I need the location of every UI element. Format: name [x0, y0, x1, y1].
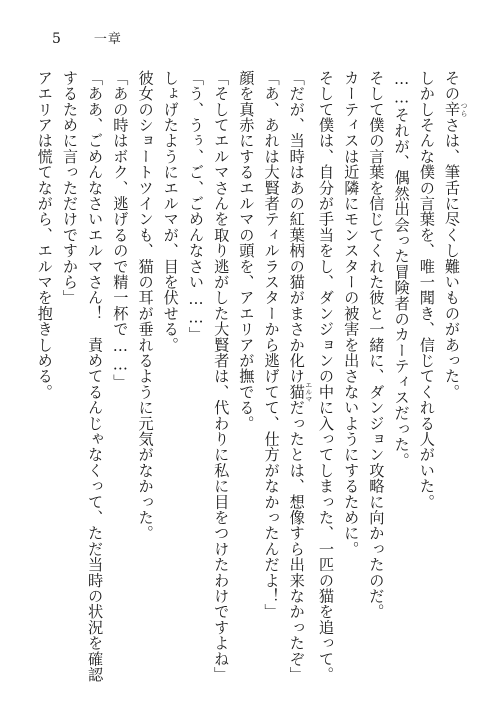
text-line: 「そしてエルマさんを取り逃がした大賢者は、代わりに私に目をつけたわけですよね」	[212, 70, 231, 683]
vertical-body-text	[35, 70, 468, 685]
text-line: 「あ、あれは大賢者ティルラスターから逃げてて、仕方がなかったんだよ！」	[262, 70, 281, 620]
text-line: ……それが、偶然出会った冒険者のカーティスだった。	[392, 70, 411, 469]
text-line: カーティスは近隣にモンスターの被害を出さないようにするために。	[342, 70, 361, 557]
ruby-annotation: 猫 エルマ	[287, 381, 313, 403]
chapter-title: 一章	[93, 32, 122, 47]
text-line: そして僕の言葉を信じてくれた彼と一緒に、ダンジョン攻略に向かったのだ。	[367, 70, 386, 620]
text-line: 「ああ、ごめんなさいエルマさん！ 責めてるんじゃなくって、ただ当時の状況を確認するために言っただけですから」	[60, 70, 105, 683]
text-line: 「あの時はボク、逃げるので精一杯で……」	[111, 70, 130, 390]
text-line: その辛 つらさは、筆舌に尽くし難いものがあった。	[443, 70, 468, 400]
text-line: そして僕は、自分が手当をし、ダンジョンの中に入ってしまった、一匹の猫を追って。	[316, 70, 335, 683]
text-line: しかしそんな僕の言葉を、唯一聞き、信じてくれる人がいた。	[417, 70, 436, 510]
ruby-annotation: 辛 つら	[443, 101, 468, 118]
text-line: 「う、うぅ、ご、ごめんなさい……」	[186, 70, 205, 343]
text-line: 顔を真赤にするエルマの頭を、アエリアが撫でる。	[237, 70, 256, 432]
text-line: アエリアは慌てながら、エルマを抱きしめる。	[35, 70, 54, 400]
page-number: 5	[52, 31, 62, 47]
page-header	[52, 28, 122, 47]
text-line: しょげたようにエルマが、目を伏せる。	[161, 70, 180, 353]
text-line: 彼女のショートツインも、猫の耳が垂れるように元気がなかった。	[136, 70, 155, 541]
text-line: 「だが、当時はあの紅葉柄の猫がまさか化け猫 エルマだったとは、想像すら出来なかったぞ」	[287, 70, 313, 683]
